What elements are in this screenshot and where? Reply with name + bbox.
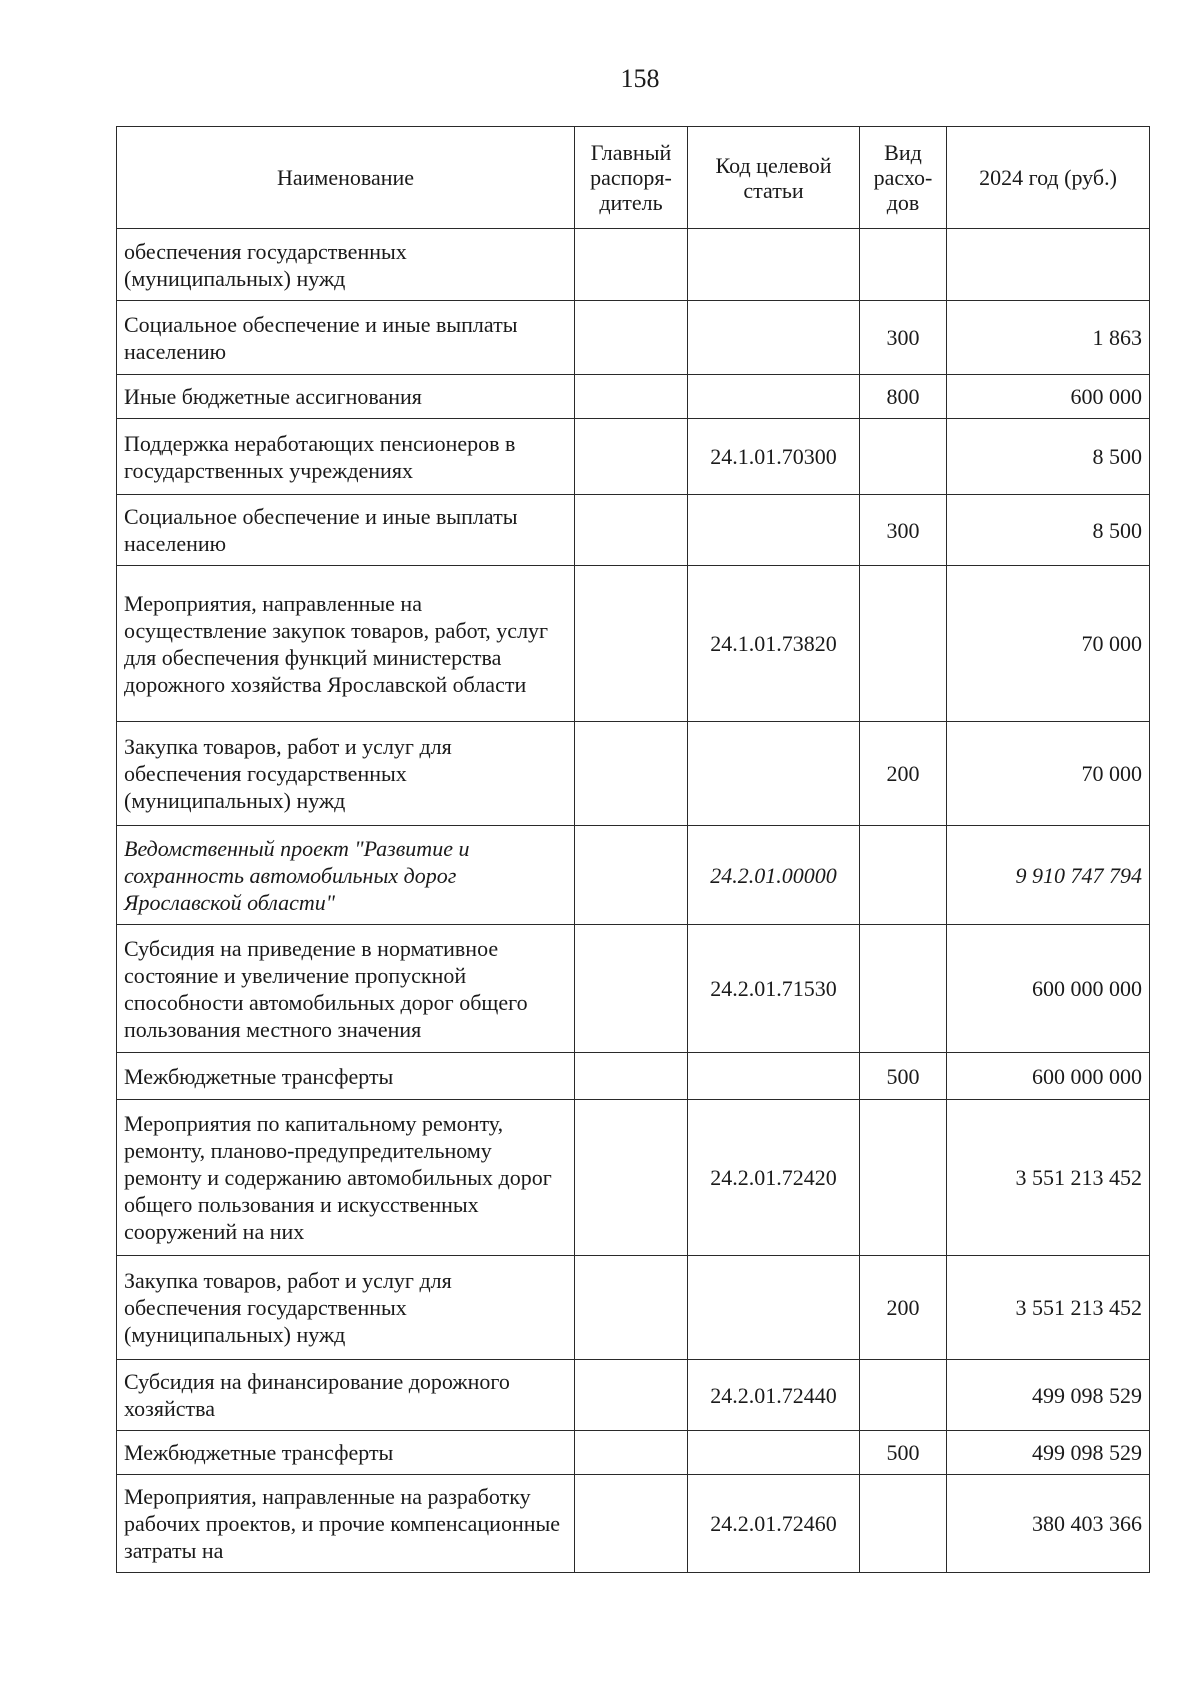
table-row [117, 1053, 1150, 1100]
cell-admin [575, 301, 688, 375]
cell-admin [575, 1431, 688, 1475]
cell-admin [575, 925, 688, 1053]
cell-kind [860, 229, 947, 301]
cell-name: Поддержка неработающих пенсионеров в государственных учреждениях [117, 419, 575, 495]
table-row [117, 419, 1150, 495]
cell-admin [575, 1475, 688, 1573]
cell-kind: 800 [860, 375, 947, 419]
cell-amount: 600 000 000 [947, 925, 1150, 1053]
cell-admin [575, 1053, 688, 1100]
cell-amount: 3 551 213 452 [947, 1100, 1150, 1256]
cell-amount: 600 000 [947, 375, 1150, 419]
cell-amount: 380 403 366 [947, 1475, 1150, 1573]
cell-kind [860, 1360, 947, 1431]
cell-code [688, 301, 860, 375]
cell-code [688, 495, 860, 566]
cell-amount: 8 500 [947, 495, 1150, 566]
table-body [117, 229, 1150, 1573]
cell-code: 24.2.01.00000 [688, 826, 860, 925]
cell-admin [575, 495, 688, 566]
budget-table [116, 126, 1150, 1573]
cell-name: обеспечения государственных (муниципальных) нужд [117, 229, 575, 301]
cell-amount: 9 910 747 794 [947, 826, 1150, 925]
cell-amount: 8 500 [947, 419, 1150, 495]
cell-code [688, 1053, 860, 1100]
cell-kind [860, 925, 947, 1053]
header-name: Наименование [117, 127, 575, 229]
cell-name: Закупка товаров, работ и услуг для обеспечения государственных (муниципальных) нужд [117, 1256, 575, 1360]
table-row [117, 1431, 1150, 1475]
table-row [117, 1475, 1150, 1573]
header-kind: Вид расхо-дов [860, 127, 947, 229]
cell-code [688, 375, 860, 419]
cell-code: 24.1.01.73820 [688, 566, 860, 722]
cell-name: Мероприятия, направленные на разработку рабочих проектов, и прочие компенсационные затраты на [117, 1475, 575, 1573]
cell-code: 24.2.01.71530 [688, 925, 860, 1053]
table-row [117, 1360, 1150, 1431]
cell-admin [575, 566, 688, 722]
cell-name: Мероприятия, направленные на осуществление закупок товаров, работ, услуг для обеспечения функций министерства дорожного хозяйства Ярославской области [117, 566, 575, 722]
table-row [117, 495, 1150, 566]
table-row [117, 826, 1150, 925]
cell-name: Субсидия на приведение в нормативное состояние и увеличение пропускной способности автомобильных дорог общего пользования местного значения [117, 925, 575, 1053]
cell-kind [860, 419, 947, 495]
cell-name: Иные бюджетные ассигнования [117, 375, 575, 419]
cell-kind: 200 [860, 722, 947, 826]
header-admin: Главный распоря-дитель [575, 127, 688, 229]
header-code: Код целевой статьи [688, 127, 860, 229]
table-row [117, 301, 1150, 375]
cell-admin [575, 375, 688, 419]
cell-code: 24.2.01.72440 [688, 1360, 860, 1431]
cell-amount [947, 229, 1150, 301]
cell-name: Социальное обеспечение и иные выплаты населению [117, 301, 575, 375]
table-row [117, 566, 1150, 722]
cell-code [688, 229, 860, 301]
cell-code: 24.2.01.72460 [688, 1475, 860, 1573]
cell-name: Закупка товаров, работ и услуг для обеспечения государственных (муниципальных) нужд [117, 722, 575, 826]
cell-kind [860, 1475, 947, 1573]
cell-name: Социальное обеспечение и иные выплаты населению [117, 495, 575, 566]
table-header-row [117, 127, 1150, 229]
table-row [117, 722, 1150, 826]
cell-admin [575, 1360, 688, 1431]
cell-admin [575, 419, 688, 495]
cell-kind [860, 826, 947, 925]
cell-admin [575, 229, 688, 301]
cell-code: 24.2.01.72420 [688, 1100, 860, 1256]
cell-kind: 500 [860, 1053, 947, 1100]
table-row [117, 1256, 1150, 1360]
cell-amount: 499 098 529 [947, 1431, 1150, 1475]
table-row [117, 925, 1150, 1053]
cell-name: Ведомственный проект "Развитие и сохранность автомобильных дорог Ярославской области" [117, 826, 575, 925]
header-amount: 2024 год (руб.) [947, 127, 1150, 229]
cell-kind [860, 566, 947, 722]
cell-code: 24.1.01.70300 [688, 419, 860, 495]
table-row [117, 1100, 1150, 1256]
cell-code [688, 1256, 860, 1360]
cell-admin [575, 722, 688, 826]
table-row [117, 229, 1150, 301]
cell-admin [575, 826, 688, 925]
cell-kind: 200 [860, 1256, 947, 1360]
cell-admin [575, 1256, 688, 1360]
table-row [117, 375, 1150, 419]
cell-amount: 1 863 [947, 301, 1150, 375]
cell-amount: 70 000 [947, 722, 1150, 826]
cell-code [688, 1431, 860, 1475]
cell-code [688, 722, 860, 826]
cell-name: Межбюджетные трансферты [117, 1053, 575, 1100]
cell-amount: 600 000 000 [947, 1053, 1150, 1100]
cell-kind: 300 [860, 495, 947, 566]
cell-kind [860, 1100, 947, 1256]
cell-kind: 500 [860, 1431, 947, 1475]
cell-name: Межбюджетные трансферты [117, 1431, 575, 1475]
cell-amount: 499 098 529 [947, 1360, 1150, 1431]
cell-name: Субсидия на финансирование дорожного хозяйства [117, 1360, 575, 1431]
cell-amount: 70 000 [947, 566, 1150, 722]
cell-kind: 300 [860, 301, 947, 375]
cell-name: Мероприятия по капитальному ремонту, ремонту, планово-предупредительному ремонту и содержанию автомобильных дорог общего пользования и искусственных сооружений на них [117, 1100, 575, 1256]
page-number: 158 [620, 64, 660, 93]
cell-admin [575, 1100, 688, 1256]
cell-amount: 3 551 213 452 [947, 1256, 1150, 1360]
